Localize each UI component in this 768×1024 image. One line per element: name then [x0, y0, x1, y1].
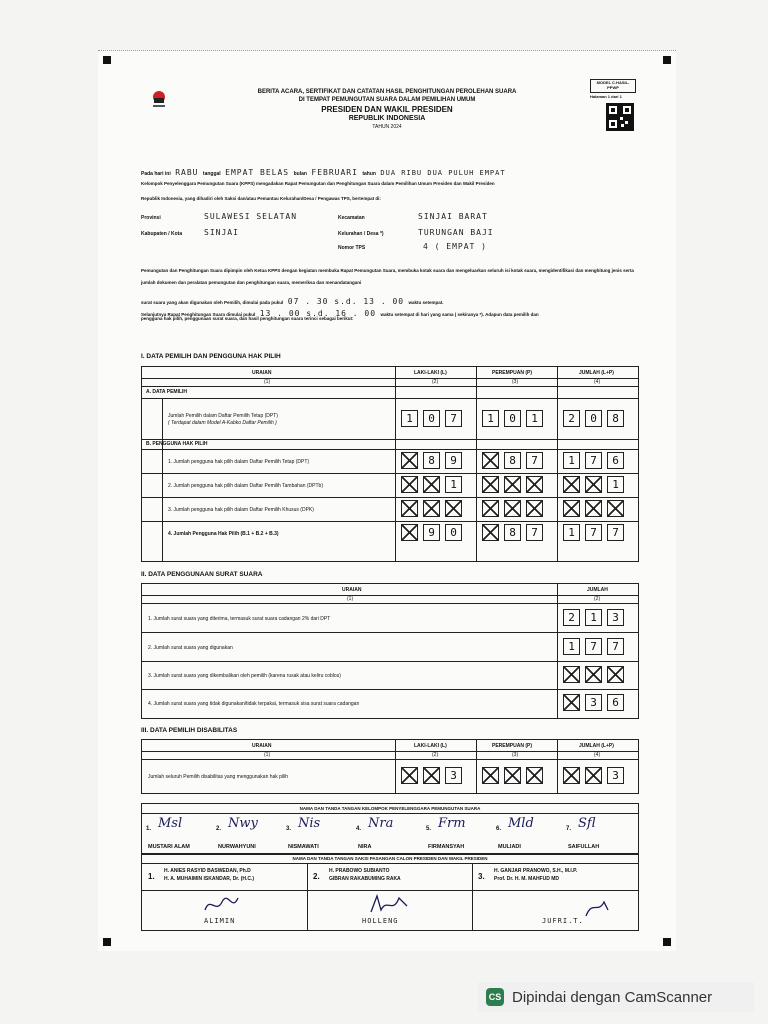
- crossed-digit-box: [563, 694, 580, 711]
- crossed-digit-box: [504, 767, 521, 784]
- row-a-note: ( Terdapat dalam Model A-Kabko Daftar Pemilih ): [168, 420, 277, 426]
- kpps-signature-block: [141, 803, 639, 855]
- crossed-digit-box: [445, 500, 462, 517]
- digit-box: 1: [563, 638, 580, 655]
- col-num: (1): [264, 379, 271, 385]
- field-kelurahan: TURUNGAN BAJI: [418, 228, 494, 237]
- digit-box: 9: [445, 452, 462, 469]
- opening-line: Pada hari ini RABU tanggal EMPAT BELAS bulan FEBRUARI tahun DUA RIBU DUA PULUH EMPAT: [141, 168, 506, 177]
- crossed-digit-box: [526, 500, 543, 517]
- crossed-digit-box: [401, 500, 418, 517]
- kpps-member-signature: Msl: [158, 816, 183, 831]
- camscanner-label: Dipindai dengan CamScanner: [512, 988, 713, 1006]
- registration-mark: [663, 938, 671, 946]
- digit-box: 0: [423, 410, 440, 427]
- col-perempuan: PEREMPUAN (P): [492, 743, 533, 749]
- kpps-member-name: FIRMANSYAH: [428, 844, 465, 850]
- col-uraian: URAIAN: [252, 743, 272, 749]
- kpps-member-signature: Mld: [508, 816, 534, 831]
- para-2: surat suara yang akan digunakan oleh Pemilih, dimulai pada pukul 07 . 30 s.d. 13 . 00 waktu setempat.: [141, 297, 444, 306]
- para-4: pengguna hak pilih, penggunaan surat suara, dan hasil penghitungan suara terinci sebagai berikut:: [141, 316, 354, 321]
- field-kabupaten: SINJAI: [204, 228, 239, 237]
- crossed-digit-box: [585, 500, 602, 517]
- digit-box: 7: [526, 524, 543, 541]
- col-laki: LAKI-LAKI (L): [414, 743, 447, 749]
- para-1: Pemungutan dan Penghitungan Suara dipimpin oleh Ketua KPPS dengan kegiatan membuka Rapat Pemungutan Suara, membuka kotak suara dan mengeluarkan seluruh isi kotak suara, mengidentifikasi dan menghitung jenis serta jumlah dokumen dan peralatan pemungutan dan penghitungan suara, memeriksa dan menandatangani: [141, 268, 634, 285]
- saksi-1-signature: [202, 894, 242, 916]
- field-hari: RABU: [175, 168, 199, 177]
- digit-box: 1: [401, 410, 418, 427]
- table-disabilitas: [141, 739, 639, 794]
- camscanner-watermark: [478, 982, 754, 1012]
- kpps-member-number: 5.: [426, 826, 432, 832]
- title-line5: TAHUN 2024: [372, 124, 402, 130]
- crossed-digit-box: [482, 476, 499, 493]
- saksi-2-number: 2.: [313, 872, 320, 881]
- saksi-title: NAMA DAN TANDA TANGAN SAKSI PASANGAN CALON PRESIDEN DAN WAKIL PRESIDEN: [292, 856, 488, 861]
- crossed-digit-box: [563, 666, 580, 683]
- section1-title: I. DATA PEMILIH DAN PENGGUNA HAK PILIH: [141, 353, 281, 360]
- digit-box: 1: [563, 524, 580, 541]
- crossed-digit-box: [482, 452, 499, 469]
- digit-box: 8: [504, 452, 521, 469]
- kpps-member-number: 3.: [286, 826, 292, 832]
- digit-box: 1: [585, 609, 602, 626]
- col-num: (3): [512, 379, 519, 385]
- digit-box: 1: [526, 410, 543, 427]
- digit-box: 3: [607, 609, 624, 626]
- saksi-1-number: 1.: [148, 872, 155, 881]
- qr-code-icon: [606, 103, 634, 131]
- digit-box: 3: [585, 694, 602, 711]
- crossed-digit-box: [482, 500, 499, 517]
- digit-box: 7: [607, 638, 624, 655]
- row-ss1-label: 1. Jumlah surat suara yang diterima, termasuk surat suara cadangan 2% dari DPT: [148, 616, 331, 622]
- kabupaten-label: Kabupaten / Kota: [141, 231, 183, 237]
- col-num: (2): [432, 379, 439, 385]
- digit-box: 9: [423, 524, 440, 541]
- kpps-member-name: NISMAWATI: [288, 844, 319, 850]
- table-surat-suara: [141, 583, 639, 719]
- subsection-a: A. DATA PEMILIH: [146, 389, 188, 395]
- row-b4-label: 4. Jumlah Pengguna Hak Pilih (B.1 + B.2 + B.3): [168, 531, 279, 537]
- crossed-digit-box: [401, 476, 418, 493]
- field-waktu-penghitungan: 13 . 00 s.d. 16 . 00: [259, 309, 377, 318]
- crossed-digit-box: [504, 500, 521, 517]
- saksi-signature-block: [141, 853, 639, 931]
- row-b3-label: 3. Jumlah pengguna hak pilih dalam Daftar Pemilih Khusus (DPK): [168, 507, 314, 513]
- field-provinsi: SULAWESI SELATAN: [204, 212, 298, 221]
- form-sheet: [98, 50, 676, 951]
- kecamatan-label: Kecamatan: [338, 215, 365, 221]
- kpps-member-name: MUSTARI ALAM: [148, 844, 190, 850]
- col-jumlah: JUMLAH (L+P): [579, 743, 614, 749]
- kpps-member-number: 7.: [566, 826, 572, 832]
- crossed-digit-box: [563, 500, 580, 517]
- registration-mark: [103, 938, 111, 946]
- digit-box: 1: [445, 476, 462, 493]
- col-num: (4): [594, 379, 601, 385]
- saksi-2-cawapres: GIBRAN RAKABUMING RAKA: [329, 876, 401, 882]
- digit-box: 0: [504, 410, 521, 427]
- field-tanggal: EMPAT BELAS: [225, 168, 290, 177]
- kpps-member-name: MULIADI: [498, 844, 521, 850]
- crossed-digit-box: [585, 666, 602, 683]
- para-3: Selanjutnya Rapat Penghitungan Suara dimulai pukul 13 . 00 s.d. 16 . 00 waktu setempat di hari yang sama ( sekiranya *). Adapun data pemilih dan: [141, 309, 539, 318]
- field-bulan: FEBRUARI: [311, 168, 358, 177]
- registration-mark: [103, 56, 111, 64]
- digit-box: 6: [607, 694, 624, 711]
- saksi-2-name: HOLLENG: [362, 917, 399, 925]
- tps-label: Nomor TPS: [338, 245, 366, 251]
- col-uraian: URAIAN: [252, 370, 272, 376]
- section3-title: III. DATA PEMILIH DISABILITAS: [141, 727, 238, 734]
- crossed-digit-box: [401, 452, 418, 469]
- crossed-digit-box: [563, 476, 580, 493]
- crossed-digit-box: [401, 524, 418, 541]
- title-line4: REPUBLIK INDONESIA: [348, 115, 426, 122]
- crossed-digit-box: [423, 500, 440, 517]
- crossed-digit-box: [482, 524, 499, 541]
- col-num: (2): [432, 752, 439, 758]
- kpps-title: NAMA DAN TANDA TANGAN KELOMPOK PENYELENGGARA PEMUNGUTAN SUARA: [299, 806, 481, 811]
- registration-mark: [663, 56, 671, 64]
- crossed-digit-box: [401, 767, 418, 784]
- saksi-3-signature: [582, 896, 612, 920]
- saksi-3-capres: H. GANJAR PRANOWO, S.H., M.I.P.: [494, 868, 578, 874]
- digit-box: 0: [445, 524, 462, 541]
- title-line1: BERITA ACARA, SERTIFIKAT DAN CATATAN HASIL PENGHITUNGAN PEROLEHAN SUARA: [257, 89, 517, 95]
- digit-box: 2: [563, 410, 580, 427]
- kpps-member-signature: Nwy: [228, 816, 258, 831]
- row-b1-label: 1. Jumlah pengguna hak pilih dalam Daftar Pemilih Tetap (DPT): [168, 459, 310, 465]
- saksi-1-cawapres: H. A. MUHAIMIN ISKANDAR, Dr. (H.C.): [164, 876, 255, 882]
- digit-box: 7: [607, 524, 624, 541]
- saksi-1-name: ALIMIN: [204, 917, 236, 925]
- digit-box: 7: [526, 452, 543, 469]
- digit-box: 7: [585, 638, 602, 655]
- digit-box: 8: [423, 452, 440, 469]
- saksi-3-cawapres: Prof. Dr. H. M. MAHFUD MD: [494, 876, 559, 882]
- section2-title: II. DATA PENGGUNAAN SURAT SUARA: [141, 571, 263, 578]
- digit-box: 6: [607, 452, 624, 469]
- crossed-digit-box: [607, 500, 624, 517]
- crossed-digit-box: [526, 476, 543, 493]
- saksi-2-signature: [367, 892, 411, 916]
- field-kecamatan: SINJAI BARAT: [418, 212, 488, 221]
- title-line2: DI TEMPAT PEMUNGUTAN SUARA DALAM PEMILIHAN UMUM: [298, 97, 476, 103]
- digit-box: 0: [585, 410, 602, 427]
- title-line3: PRESIDEN DAN WAKIL PRESIDEN: [321, 105, 453, 114]
- crossed-digit-box: [526, 767, 543, 784]
- saksi-2-capres: H. PRABOWO SUBIANTO: [329, 868, 390, 874]
- crossed-digit-box: [423, 476, 440, 493]
- table-pemilih: [141, 366, 639, 562]
- col-num: (3): [512, 752, 519, 758]
- col-perempuan: PEREMPUAN (P): [492, 370, 533, 376]
- digit-box: 2: [563, 609, 580, 626]
- kpps-member-number: 1.: [146, 826, 152, 832]
- digit-box: 3: [607, 767, 624, 784]
- kpps-member-number: 2.: [216, 826, 222, 832]
- kpps-member-name: NIRA: [358, 844, 372, 850]
- field-tahun: DUA RIBU DUA PULUH EMPAT: [380, 169, 506, 177]
- row-b2-label: 2. Jumlah pengguna hak pilih dalam Daftar Pemilih Tambahan (DPTb): [168, 483, 323, 489]
- crossed-digit-box: [504, 476, 521, 493]
- opening-text1: Kelompok Penyelenggara Pemungutan Suara (KPPS) mengadakan Rapat Pemungutan dan Penghitungan Suara dalam Pemilihan Umum Presiden dan Wakil Presiden: [141, 181, 495, 186]
- crossed-digit-box: [585, 476, 602, 493]
- digit-box: 7: [585, 452, 602, 469]
- saksi-1-capres: H. ANIES RASYID BASWEDAN, Ph.D: [164, 868, 251, 874]
- col-num: (4): [594, 752, 601, 758]
- row-dis-label: Jumlah seluruh Pemilih disabilitas yang menggunakan hak pilih: [148, 774, 289, 780]
- camscanner-icon: CS: [486, 988, 504, 1006]
- row-ss4-label: 4. Jumlah surat suara yang tidak digunakan/tidak terpakai, termasuk sisa surat suara cadangan: [148, 701, 360, 707]
- opening-text2: Republik Indonesia, yang dihadiri oleh Saksi dan/atau Pemantau Kelurahan/Desa / Pengawas TPS, bertempat di:: [141, 196, 381, 201]
- col-jumlah: JUMLAH (L+P): [579, 370, 614, 376]
- page-indicator: Halaman 1 dari 1: [590, 94, 622, 99]
- kpps-member-name: NURWAHYUNI: [218, 844, 256, 850]
- digit-box: 7: [585, 524, 602, 541]
- kpps-member-signature: Nis: [298, 816, 321, 831]
- crossed-digit-box: [607, 666, 624, 683]
- crossed-digit-box: [563, 767, 580, 784]
- digit-box: 8: [607, 410, 624, 427]
- crossed-digit-box: [423, 767, 440, 784]
- digit-box: 1: [563, 452, 580, 469]
- kpps-member-signature: Frm: [438, 816, 466, 831]
- col-jumlah: JUMLAH: [587, 587, 608, 593]
- col-num: (1): [264, 752, 271, 758]
- kpps-member-number: 6.: [496, 826, 502, 832]
- crossed-digit-box: [482, 767, 499, 784]
- field-waktu-pemungutan: 07 . 30 s.d. 13 . 00: [287, 297, 405, 306]
- digit-box: 3: [445, 767, 462, 784]
- col-uraian: URAIAN: [342, 587, 362, 593]
- col-num: (1): [347, 596, 354, 602]
- col-laki: LAKI-LAKI (L): [414, 370, 447, 376]
- digit-box: 8: [504, 524, 521, 541]
- subsection-b: B. PENGGUNA HAK PILIH: [146, 441, 208, 447]
- saksi-3-number: 3.: [478, 872, 485, 881]
- row-ss3-label: 3. Jumlah surat suara yang dikembalikan oleh pemilih (karena rusak atau keliru coblos): [148, 673, 341, 679]
- kpps-member-signature: Nra: [368, 816, 394, 831]
- row-ss2-label: 2. Jumlah surat suara yang digunakan: [148, 645, 233, 651]
- digit-box: 1: [482, 410, 499, 427]
- field-tps: 4 ( EMPAT ): [423, 242, 487, 251]
- model-badge: MODEL C.HASIL-PPWP: [590, 79, 636, 93]
- kpps-member-signature: Sfl: [578, 816, 596, 831]
- row-a-label: Jumlah Pemilih dalam Daftar Pemilih Tetap (DPT): [168, 413, 278, 419]
- kelurahan-label: Kelurahan / Desa *): [338, 231, 384, 237]
- digit-box: 7: [445, 410, 462, 427]
- kpps-member-number: 4.: [356, 826, 362, 832]
- kpps-member-name: SAIFULLAH: [568, 844, 600, 850]
- col-num: (2): [594, 596, 601, 602]
- crossed-digit-box: [585, 767, 602, 784]
- saksi-3-name: JUFRI.T.: [542, 917, 584, 925]
- digit-box: 1: [607, 476, 624, 493]
- provinsi-label: Provinsi: [141, 215, 161, 221]
